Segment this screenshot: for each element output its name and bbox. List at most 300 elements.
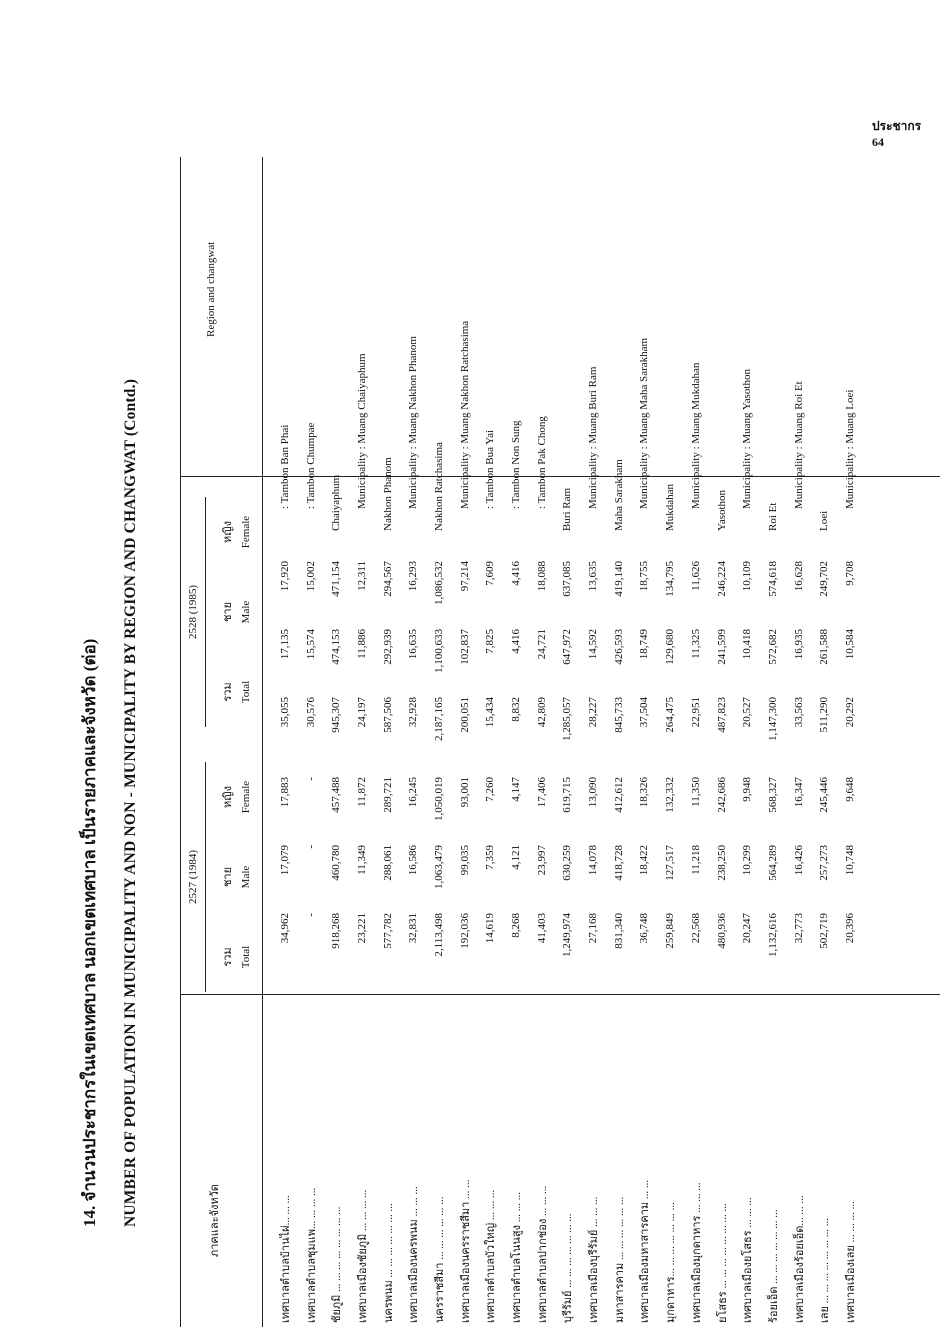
- value-m85: 102,837: [458, 629, 471, 665]
- header-bottom-rule: [262, 157, 263, 1327]
- spacer: [683, 981, 709, 993]
- spacer: [452, 549, 478, 561]
- spacer: [452, 981, 478, 993]
- spacer: [503, 549, 529, 561]
- region-thai: เทศบาลตำบลบัวใหญ่ ... ... ...: [485, 1189, 498, 1323]
- region-english: Municipality : Muang Nakhon Ratchasima: [458, 320, 471, 509]
- value-f84: 132,332: [664, 777, 677, 813]
- spacer: [632, 981, 658, 993]
- value-t85: 37,504: [638, 697, 651, 728]
- value-m84: 16,586: [407, 845, 420, 876]
- value-t85: 487,823: [715, 697, 728, 733]
- table-row: [452, 129, 478, 1323]
- value-t85: 587,506: [381, 697, 394, 733]
- value-m85: 129,680: [664, 629, 677, 665]
- spacer: [400, 765, 426, 777]
- region-english: Yasothon: [715, 489, 728, 531]
- value-m84: 7,359: [484, 845, 497, 870]
- region-english: Municipality : Muang Mukdahan: [689, 362, 702, 509]
- region-english: Municipality : Muang Buri Ram: [587, 366, 600, 509]
- value-f85: 134,795: [664, 561, 677, 597]
- value-m85: 10,418: [741, 629, 754, 660]
- value-t84: -: [304, 913, 317, 917]
- value-f84: 16,245: [407, 777, 420, 808]
- region-thai: ยโสธร ... ... ... ... ... ... ... ...: [716, 1203, 729, 1323]
- region-thai: เทศบาลเมืองยโสธร ... ... ...: [742, 1197, 755, 1323]
- spacer: [580, 765, 606, 777]
- region-thai: เทศบาลเมืองนครราชสีมา ... ...: [459, 1179, 472, 1323]
- value-f85: 18,755: [638, 561, 651, 592]
- value-m85: 18,749: [638, 629, 651, 660]
- value-m84: 288,061: [381, 845, 394, 881]
- spacer: [683, 549, 709, 561]
- value-m84: 4,121: [510, 845, 523, 870]
- value-t85: 845,733: [612, 697, 625, 733]
- value-t85: 35,055: [278, 697, 291, 728]
- value-m84: 99,035: [458, 845, 471, 876]
- population-table: [272, 129, 863, 1323]
- header-male-en-1985: Male: [240, 600, 252, 624]
- value-m85: 15,574: [304, 629, 317, 660]
- spacer: [709, 981, 735, 993]
- value-t84: 831,340: [612, 913, 625, 949]
- value-f85: 249,702: [818, 561, 831, 597]
- table-row: [709, 129, 735, 1323]
- value-m85: 11,325: [689, 629, 702, 659]
- value-t84: 32,773: [792, 913, 805, 944]
- table-top-rule: [180, 157, 181, 1327]
- value-t85: 945,307: [330, 697, 343, 733]
- value-m85: 16,635: [407, 629, 420, 660]
- value-f84: 289,721: [381, 777, 394, 813]
- value-m84: 630,259: [561, 845, 574, 881]
- region-english: Municipality : Muang Roi Et: [792, 381, 805, 509]
- table-row: [632, 129, 658, 1323]
- spacer: [632, 765, 658, 777]
- value-m84: 238,250: [715, 845, 728, 881]
- value-f84: 242,686: [715, 777, 728, 813]
- header-year-1984: 2527 (1984): [187, 849, 199, 905]
- value-m84: 418,728: [612, 845, 625, 881]
- spacer: [298, 765, 324, 777]
- region-thai: ร้อยเอ็ด ... ... ... ... ... ... ...: [767, 1209, 780, 1323]
- value-f84: 412,612: [612, 777, 625, 813]
- spacer: [709, 765, 735, 777]
- value-f85: 97,214: [458, 561, 471, 592]
- spacer: [760, 981, 786, 993]
- value-t84: 23,221: [355, 913, 368, 944]
- header-female-1985: หญิง: [222, 521, 234, 543]
- region-english: Roi Et: [766, 502, 779, 531]
- value-f85: 17,920: [278, 561, 291, 592]
- value-f85: 16,628: [792, 561, 805, 592]
- value-t85: 30,576: [304, 697, 317, 728]
- spacer: [529, 765, 555, 777]
- title-thai: 14. จำนวนประชากรในเขตเทศบาล นอกเขตเทศบาล เป็นรายภาคและจังหวัด (ต่อ): [80, 638, 99, 1227]
- table-row: [400, 129, 426, 1323]
- region-english: Nakhon Phanom: [381, 457, 394, 531]
- spacer: [683, 765, 709, 777]
- spacer: [734, 549, 760, 561]
- value-f85: 637,085: [561, 561, 574, 597]
- value-t84: 20,396: [843, 913, 856, 944]
- table-row: [375, 129, 401, 1323]
- value-f85: 13,635: [587, 561, 600, 592]
- value-t85: 8,832: [510, 697, 523, 722]
- region-english: : Tambon Bua Yai: [484, 429, 497, 509]
- region-thai: เทศบาลตำบลชุมแพ... ... ... ...: [305, 1187, 318, 1323]
- value-f84: 1,050,019: [432, 777, 445, 821]
- spacer: [734, 981, 760, 993]
- spacer: [786, 981, 812, 993]
- value-t85: 28,227: [587, 697, 600, 728]
- title-english: NUMBER OF POPULATION IN MUNICIPALITY AND NON - MUNICIPALITY BY REGION AND CHANGWAT (Contd.): [122, 378, 139, 1227]
- region-thai: มุกดาหาร... ... ... ... ... ... ...: [665, 1202, 678, 1323]
- value-t84: 36,748: [638, 913, 651, 944]
- value-m85: 24,721: [535, 629, 548, 660]
- value-f84: 16,347: [792, 777, 805, 808]
- value-t85: 15,434: [484, 697, 497, 728]
- region-english: : Tambon Ban Phai: [278, 424, 291, 509]
- table-row: [811, 129, 837, 1323]
- value-t85: 20,527: [741, 697, 754, 728]
- value-m84: 18,422: [638, 845, 651, 876]
- value-m84: 11,218: [689, 845, 702, 875]
- table-row: [760, 129, 786, 1323]
- spacer: [375, 981, 401, 993]
- value-t84: 8,268: [510, 913, 523, 938]
- table-row: [349, 129, 375, 1323]
- value-f85: 419,140: [612, 561, 625, 597]
- value-t84: 1,249,974: [561, 913, 574, 957]
- header-region-english: Region and changwat: [205, 241, 217, 337]
- spacer: [503, 765, 529, 777]
- spacer: [786, 549, 812, 561]
- value-t85: 1,147,300: [766, 697, 779, 741]
- value-t84: 918,268: [330, 913, 343, 949]
- value-m85: 10,584: [843, 629, 856, 660]
- value-m85: 292,939: [381, 629, 394, 665]
- value-t84: 1,132,616: [766, 913, 779, 957]
- spacer: [272, 549, 298, 561]
- spacer: [426, 981, 452, 993]
- value-f85: 15,002: [304, 561, 317, 592]
- table-row: [503, 129, 529, 1323]
- value-t84: 14,619: [484, 913, 497, 944]
- header-region-thai: ภาคและจังหวัด: [209, 1184, 221, 1257]
- spacer: [837, 981, 863, 993]
- table-row: [272, 129, 298, 1323]
- value-m85: 7,825: [484, 629, 497, 654]
- value-f85: 4,416: [510, 561, 523, 586]
- section-label: ประชากร: [872, 119, 922, 133]
- header-total-1985: รวม: [222, 682, 234, 702]
- value-f85: 1,086,532: [432, 561, 445, 605]
- spacer: [400, 981, 426, 993]
- region-english: : Tambon Non Sung: [510, 420, 523, 509]
- value-t85: 24,197: [355, 697, 368, 728]
- value-m85: 17,135: [278, 629, 291, 660]
- region-thai: ชัยภูมิ ... ... ... ... ... ... ... ...: [331, 1206, 344, 1323]
- header-total-1984: รวม: [222, 947, 234, 967]
- region-thai: เทศบาลเมืองนครพนม ... ... ...: [408, 1186, 421, 1323]
- header-female-en-1985: Female: [240, 515, 252, 549]
- value-t84: 502,719: [818, 913, 831, 949]
- spacer: [349, 765, 375, 777]
- value-m85: 241,599: [715, 629, 728, 665]
- value-f84: 18,326: [638, 777, 651, 808]
- region-thai: เทศบาลเมืองชัยภูมิ ... ... ... ...: [356, 1189, 369, 1323]
- spacer: [503, 981, 529, 993]
- region-thai: เทศบาลตำบลปากช่อง ... ... ...: [536, 1185, 549, 1323]
- value-t84: 41,403: [535, 913, 548, 944]
- spacer: [657, 981, 683, 993]
- spacer: [426, 765, 452, 777]
- value-f85: 574,618: [766, 561, 779, 597]
- spacer: [760, 549, 786, 561]
- region-thai: เทศบาลเมืองมหาสารคาม ... ...: [639, 1179, 652, 1323]
- table-row: [478, 129, 504, 1323]
- region-thai: นครราชสีมา ... ... ... ... ... ...: [433, 1196, 446, 1323]
- value-f84: 4,147: [510, 777, 523, 802]
- table-row: [657, 129, 683, 1323]
- spacer: [375, 765, 401, 777]
- value-f85: 10,109: [741, 561, 754, 592]
- rule-1985: [205, 497, 206, 727]
- header-male-1984: ชาย: [222, 866, 234, 888]
- region-english: Maha Sarakham: [612, 459, 625, 531]
- value-t85: 33,563: [792, 697, 805, 728]
- spacer: [452, 765, 478, 777]
- spacer: [349, 549, 375, 561]
- value-f84: 13,090: [587, 777, 600, 808]
- value-t84: 32,831: [407, 913, 420, 944]
- value-t84: 20,247: [741, 913, 754, 944]
- value-f85: 18,088: [535, 561, 548, 592]
- table-row: [606, 129, 632, 1323]
- value-f84: 9,648: [843, 777, 856, 802]
- spacer: [555, 549, 581, 561]
- region-thai: มหาสารคาม ... ... ... ... ... ...: [613, 1196, 626, 1323]
- region-english: : Tambon Pak Chong: [535, 416, 548, 509]
- value-m85: 261,588: [818, 629, 831, 665]
- value-f85: 246,224: [715, 561, 728, 597]
- spacer: [760, 765, 786, 777]
- value-t85: 32,928: [407, 697, 420, 728]
- header-total-en-1985: Total: [240, 680, 252, 704]
- value-m84: 460,780: [330, 845, 343, 881]
- value-f84: 93,001: [458, 777, 471, 808]
- region-english: Municipality : Muang Loei: [843, 389, 856, 509]
- spacer: [837, 765, 863, 777]
- spacer: [606, 765, 632, 777]
- value-f84: 17,406: [535, 777, 548, 808]
- value-f84: 7,260: [484, 777, 497, 802]
- table-row: [786, 129, 812, 1323]
- spacer: [657, 549, 683, 561]
- spacer: [786, 765, 812, 777]
- header-male-en-1984: Male: [240, 865, 252, 889]
- value-m85: 11,886: [355, 629, 368, 659]
- header-year-1985: 2528 (1985): [187, 584, 199, 640]
- value-m84: 17,079: [278, 845, 291, 876]
- value-m84: 14,078: [587, 845, 600, 876]
- spacer: [580, 981, 606, 993]
- spacer: [478, 765, 504, 777]
- table-row: [555, 129, 581, 1323]
- value-m84: 11,349: [355, 845, 368, 875]
- value-t85: 20,292: [843, 697, 856, 728]
- value-f85: 7,609: [484, 561, 497, 586]
- value-f85: 294,567: [381, 561, 394, 597]
- value-t85: 22,951: [689, 697, 702, 728]
- value-f84: 11,350: [689, 777, 702, 807]
- value-m84: 23,997: [535, 845, 548, 876]
- value-m85: 572,682: [766, 629, 779, 665]
- table-row: [298, 129, 324, 1323]
- value-f84: 245,446: [818, 777, 831, 813]
- value-f84: 568,327: [766, 777, 779, 813]
- spacer: [298, 549, 324, 561]
- value-m84: 16,426: [792, 845, 805, 876]
- spacer: [709, 549, 735, 561]
- page-number: 64: [872, 135, 884, 149]
- value-f85: 471,154: [330, 561, 343, 597]
- region-thai: เลย ... ... ... ... ... ... ... ...: [819, 1218, 832, 1323]
- region-english: Municipality : Muang Yasothon: [741, 369, 754, 509]
- value-f85: 12,311: [355, 561, 368, 591]
- region-english: Municipality : Muang Maha Sarakham: [638, 337, 651, 509]
- value-m85: 647,972: [561, 629, 574, 665]
- region-english: Municipality : Muang Nakhon Phanom: [407, 336, 420, 509]
- table-row: [734, 129, 760, 1323]
- value-t84: 192,036: [458, 913, 471, 949]
- region-english: Buri Ram: [561, 487, 574, 531]
- spacer: [811, 765, 837, 777]
- spacer: [811, 549, 837, 561]
- value-m85: 474,153: [330, 629, 343, 665]
- value-m85: 1,100,633: [432, 629, 445, 673]
- spacer: [555, 981, 581, 993]
- table-row: [426, 129, 452, 1323]
- spacer: [529, 549, 555, 561]
- value-m84: 10,299: [741, 845, 754, 876]
- spacer: [734, 765, 760, 777]
- value-t85: 264,475: [664, 697, 677, 733]
- region-thai: บุรีรัมย์ ... ... ... ... ... ... ...: [562, 1213, 575, 1323]
- value-f85: 16,293: [407, 561, 420, 592]
- spacer: [580, 549, 606, 561]
- value-t84: 34,962: [278, 913, 291, 944]
- header-female-en-1984: Female: [240, 780, 252, 814]
- value-m84: 257,273: [818, 845, 831, 881]
- value-m85: 426,593: [612, 629, 625, 665]
- spacer: [657, 765, 683, 777]
- region-english: Municipality : Muang Chaiyaphum: [355, 353, 368, 509]
- value-m84: 564,289: [766, 845, 779, 881]
- spacer: [811, 981, 837, 993]
- region-thai: เทศบาลเมืองบุรีรัมย์ ... ... ...: [588, 1196, 601, 1323]
- table-row: [529, 129, 555, 1323]
- region-thai: เทศบาลเมืองเลย ... ... ... ...: [844, 1201, 857, 1323]
- spacer: [478, 549, 504, 561]
- value-f84: 9,948: [741, 777, 754, 802]
- spacer: [606, 549, 632, 561]
- value-f84: 17,883: [278, 777, 291, 808]
- value-m84: -: [304, 845, 317, 849]
- region-thai: เทศบาลเมืองร้อยเอ็ด... ... ...: [793, 1195, 806, 1323]
- value-f84: 11,872: [355, 777, 368, 807]
- spacer: [272, 981, 298, 993]
- value-m85: 4,416: [510, 629, 523, 654]
- spacer: [272, 765, 298, 777]
- value-t84: 577,782: [381, 913, 394, 949]
- region-thai: นครพนม ... ... ... ... ... ... ...: [382, 1203, 395, 1323]
- value-f84: -: [304, 777, 317, 781]
- value-t84: 27,168: [587, 913, 600, 944]
- region-english: Nakhon Ratchasima: [432, 442, 445, 531]
- value-f85: 11,626: [689, 561, 702, 591]
- spacer: [555, 765, 581, 777]
- value-t84: 259,849: [664, 913, 677, 949]
- region-thai: เทศบาลตำบลโนนสูง ... ... ...: [511, 1192, 524, 1323]
- spacer: [426, 549, 452, 561]
- value-t85: 511,290: [818, 697, 831, 733]
- region-english: Chaiyaphum: [330, 474, 343, 531]
- spacer: [298, 981, 324, 993]
- value-m84: 127,517: [664, 845, 677, 881]
- value-t85: 200,051: [458, 697, 471, 733]
- value-m84: 1,063,479: [432, 845, 445, 889]
- header-male-1985: ชาย: [222, 601, 234, 623]
- value-t85: 1,285,057: [561, 697, 574, 741]
- value-f84: 619,715: [561, 777, 574, 813]
- region-english: Loei: [818, 510, 831, 531]
- spacer: [323, 549, 349, 561]
- value-m84: 10,748: [843, 845, 856, 876]
- value-t84: 22,568: [689, 913, 702, 944]
- table-row: [837, 129, 863, 1323]
- spacer: [529, 981, 555, 993]
- region-english: : Tambon Chumpae: [304, 422, 317, 509]
- region-english: Mukdahan: [664, 483, 677, 531]
- region-thai: เทศบาลเมืองมุกดาหาร ... ... ...: [690, 1182, 703, 1323]
- table-row: [323, 129, 349, 1323]
- spacer: [349, 981, 375, 993]
- value-f85: 9,708: [843, 561, 856, 586]
- region-thai: เทศบาลตำบลบ้านไผ่... ... ...: [279, 1195, 292, 1323]
- value-t85: 42,809: [535, 697, 548, 728]
- spacer: [323, 981, 349, 993]
- table-row: [683, 129, 709, 1323]
- spacer: [632, 549, 658, 561]
- table-body: [272, 129, 863, 1323]
- value-m85: 14,592: [587, 629, 600, 660]
- value-t84: 480,936: [715, 913, 728, 949]
- header-total-en-1984: Total: [240, 945, 252, 969]
- value-m85: 16,935: [792, 629, 805, 660]
- value-f84: 457,488: [330, 777, 343, 813]
- value-t84: 2,113,498: [432, 913, 445, 957]
- value-t85: 2,187,165: [432, 697, 445, 741]
- spacer: [606, 981, 632, 993]
- header-female-1984: หญิง: [222, 786, 234, 808]
- spacer: [400, 549, 426, 561]
- table-row: [580, 129, 606, 1323]
- spacer: [478, 981, 504, 993]
- rule-1984: [205, 762, 206, 992]
- spacer: [837, 549, 863, 561]
